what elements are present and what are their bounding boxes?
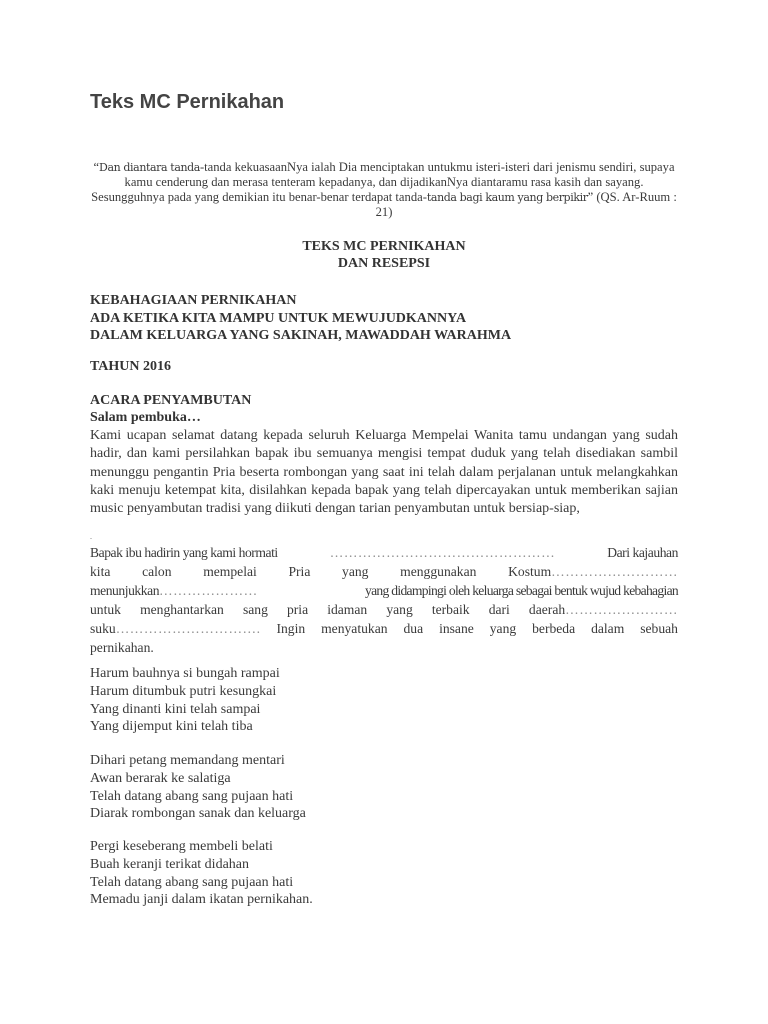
pantun-line: Yang dinanti kini telah sampai xyxy=(90,701,261,717)
block-heading xyxy=(90,292,511,345)
greeting-line-5 xyxy=(90,619,678,638)
word: sang xyxy=(242,602,268,617)
quote-line-1 xyxy=(90,160,678,175)
word: sebuah xyxy=(640,621,678,636)
center-heading-line-2: DAN RESEPSI xyxy=(337,256,431,271)
pantun-line: Awan berarak ke salatiga xyxy=(90,770,231,786)
greeting-line-3 xyxy=(90,581,678,600)
word: dalam xyxy=(591,621,625,636)
year-heading: TAHUN 2016 xyxy=(90,359,172,374)
word: berbeda xyxy=(532,621,576,636)
greeting-line-1 xyxy=(90,543,678,562)
quote-line-3-end: ” (QS. Ar-Ruum : xyxy=(587,190,677,204)
pantun-stanza-2 xyxy=(90,752,306,823)
greeting-text: Dari kajauhan xyxy=(607,545,678,560)
quote-line-3 xyxy=(90,190,678,205)
word: insane xyxy=(439,621,474,636)
quran-quote xyxy=(90,160,678,220)
pantun-line: Diarak rombongan sanak dan keluarga xyxy=(90,806,306,822)
quote-line-4: 21) xyxy=(375,205,393,219)
subsection-title: Salam pembuka… xyxy=(90,410,201,425)
word: Pria xyxy=(288,564,311,579)
word: yang xyxy=(386,602,413,617)
quote-line-2: kamu cenderung dan merasa tenteram kepadanya, dan dijadikanNya diantaramu rasa kasih dan sayang. xyxy=(124,175,644,189)
pantun-line: Harum ditumbuk putri kesungkai xyxy=(90,683,277,699)
fill-in-dots: …………………… xyxy=(565,602,678,617)
word: dari xyxy=(488,602,510,617)
block-heading-line-3: DALAM KELUARGA YANG SAKINAH, MAWADDAH WARAHMA xyxy=(90,328,512,343)
word: yang xyxy=(342,564,369,579)
word: menggunakan xyxy=(400,564,477,579)
stray-mark: . xyxy=(90,532,92,541)
word: pria xyxy=(286,602,309,617)
greeting-text: yang didampingi oleh keluarga sebagai bentuk wujud kebahagian xyxy=(364,583,678,598)
pantun-stanza-1 xyxy=(90,665,280,736)
greeting-text: Bapak ibu hadirin yang kami hormati xyxy=(90,545,278,560)
word: calon xyxy=(142,564,172,579)
word: yang xyxy=(489,621,517,636)
word: kita xyxy=(90,564,111,579)
word: suku xyxy=(90,621,116,636)
word: dua xyxy=(403,621,424,636)
quote-line-1-rest: -tanda kekuasaanNya ialah Dia menciptakan untukmu isteri-isteri dari jenismu sendiri, supaya xyxy=(199,160,675,174)
greeting-line-6: pernikahan. xyxy=(90,640,154,655)
fill-in-dots: ……………………… xyxy=(551,564,678,579)
word: menyatukan xyxy=(321,621,388,636)
word: Ingin xyxy=(276,621,306,636)
word: Kostum xyxy=(508,564,552,579)
section-title: ACARA PENYAMBUTAN xyxy=(90,393,252,408)
word: mempelai xyxy=(203,564,257,579)
fill-in-dots: ………………………………………… xyxy=(329,545,556,560)
pantun-stanza-3 xyxy=(90,838,313,909)
word-with-dots xyxy=(90,619,261,638)
fill-in-dots: …………………………. xyxy=(115,621,261,636)
word: daerah xyxy=(528,602,566,617)
quote-open-mark: “ xyxy=(93,160,100,174)
pantun-line: Dihari petang memandang mentari xyxy=(90,753,285,768)
block-heading-line-1: KEBAHAGIAAN PERNIKAHAN xyxy=(90,293,297,308)
word-with-dots xyxy=(508,562,678,581)
pantun-line: Yang dijemput kini telah tiba xyxy=(90,719,253,735)
pantun-line: Telah datang abang sang pujaan hati xyxy=(90,788,294,804)
block-heading-line-2: ADA KETIKA KITA MAMPU UNTUK MEWUJUDKANNYA xyxy=(90,310,467,326)
word: menghantarkan xyxy=(140,602,224,617)
center-heading xyxy=(90,238,678,272)
fill-in-dots: ………………… xyxy=(159,583,258,598)
word: idaman xyxy=(327,602,368,617)
pantun-line: Telah datang abang sang pujaan hati xyxy=(90,874,294,890)
pantun-line: Pergi keseberang membeli belati xyxy=(90,839,273,854)
word-with-dots xyxy=(90,581,258,600)
pantun-line: Harum bauhnya si bungah rampai xyxy=(90,666,280,681)
greeting-line-2 xyxy=(90,562,678,581)
word-with-dots xyxy=(529,600,678,619)
pantun-line: Buah keranji terikat didahan xyxy=(90,856,249,872)
paragraph-greeting xyxy=(90,543,678,657)
quote-highlight-2: tanda bagi kaum yang berpikir xyxy=(426,191,588,204)
word: terbaik xyxy=(431,602,470,617)
document-title: Teks MC Pernikahan xyxy=(90,91,285,113)
center-heading-line-1: TEKS MC PERNIKAHAN xyxy=(302,239,466,254)
quote-line-3-start: Sesungguhnya pada yang demikian itu benar-benar terdapat tanda- xyxy=(91,190,427,204)
quote-highlight-1: Dan diantara tanda xyxy=(99,161,200,174)
greeting-line-4 xyxy=(90,600,678,619)
word: untuk xyxy=(90,602,121,617)
word: menunjukkan xyxy=(90,583,160,598)
pantun-line: Memadu janji dalam ikatan pernikahan. xyxy=(90,892,313,908)
paragraph-welcome: Kami ucapan selamat datang kepada seluruh Keluarga Mempelai Wanita tamu undangan yang sudah hadir, dan kami persilahkan bapak ibu semuanya mengisi tempat duduk yang telah disediakan sambil menunggu pengantin Pria beserta rombongan yang saat ini telah dalam perjalanan untuk melangkahkan kaki menuju ketempat kita, disilahkan kepada bapak yang telah dipercayakan untuk memberikan sajian music penyambutan tradisi yang diikuti dengan tarian penyambutan untuk bersiap-siap, xyxy=(90,428,678,517)
